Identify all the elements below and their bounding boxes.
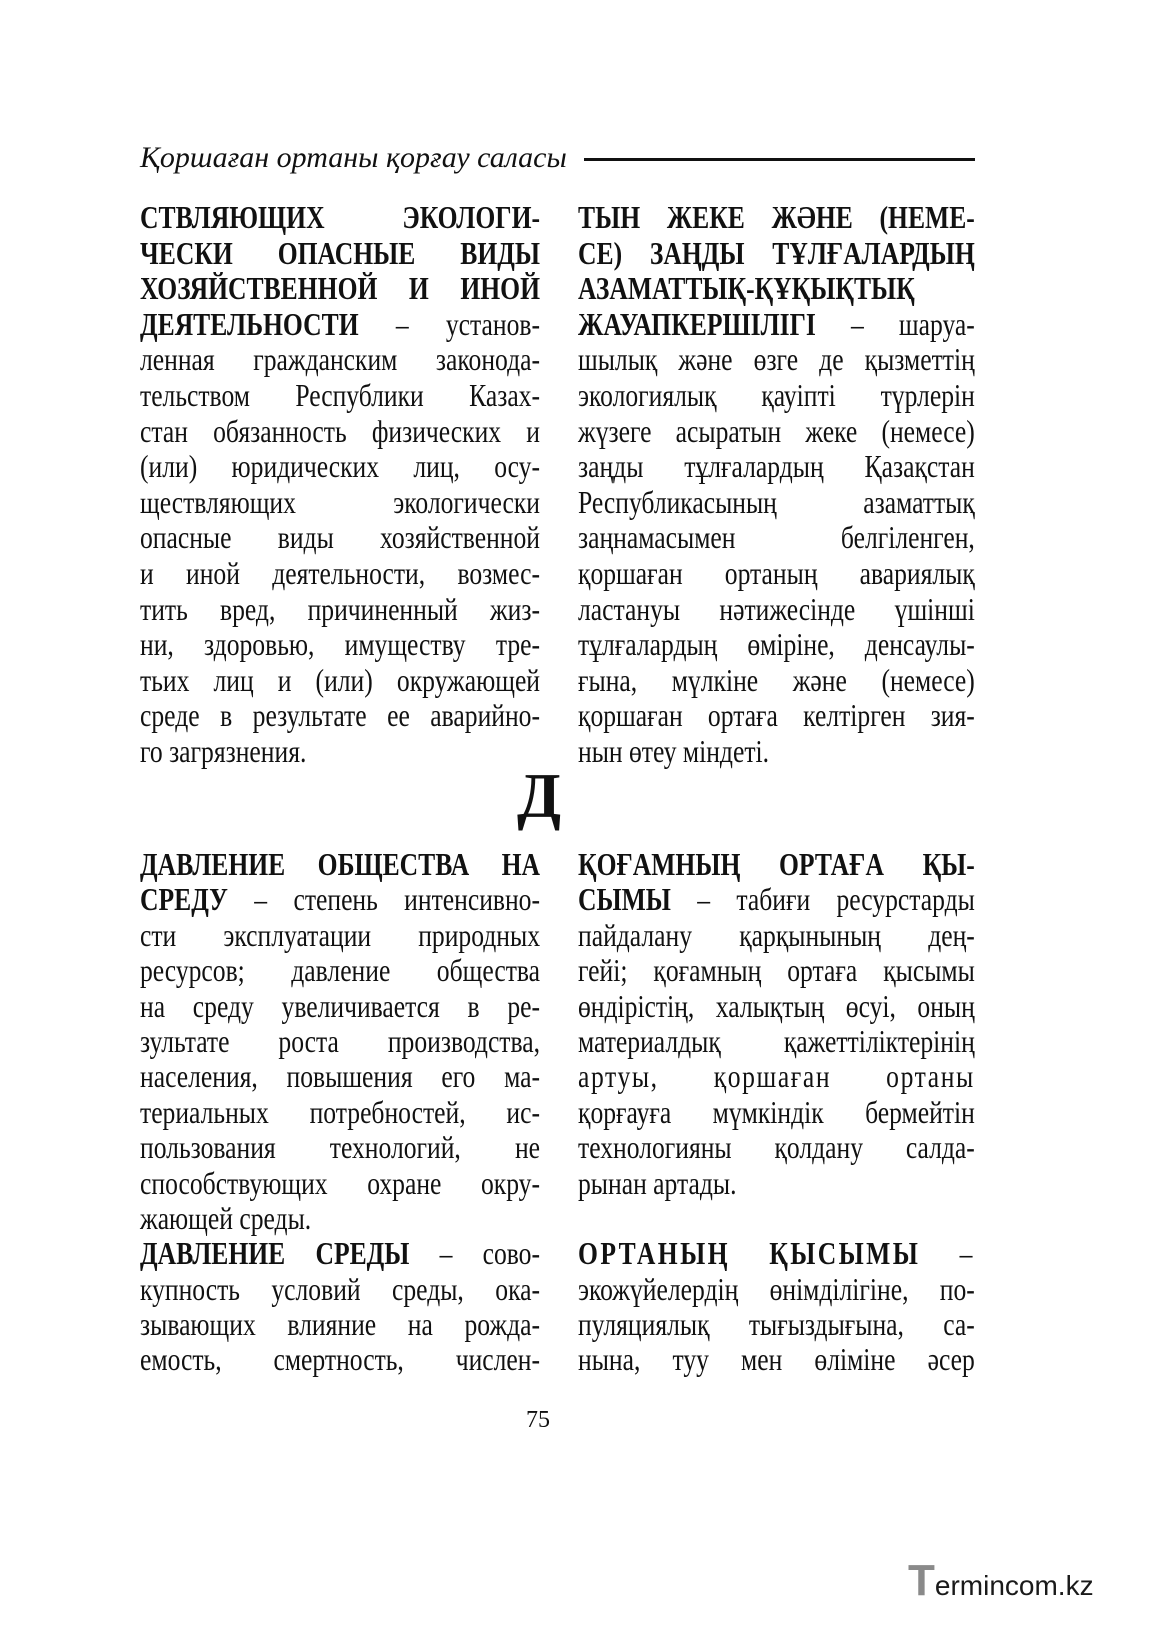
term-definition-line [578, 307, 975, 343]
definition-line: ленная гражданским законода- [140, 341, 540, 378]
definition-line: заңнамасымен белгіленген, [578, 519, 975, 556]
definition-line: жүзеге асыратын жеке (немесе) [578, 412, 975, 449]
definition-line: стан обязанность физических и [140, 412, 540, 449]
term-text: ДАВЛЕНИЕ СРЕДЫ [140, 1235, 410, 1272]
dictionary-column-bottom-right [578, 847, 1074, 1378]
term-text: ЖАУАПКЕРШІЛІГІ [578, 305, 816, 342]
definition-line: купность условий среды, ока- [140, 1270, 540, 1307]
dictionary-entry-top-left [140, 200, 640, 770]
definition-text: – установ- [395, 305, 541, 342]
definition-line: нына, туу мен өліміне әсер [578, 1341, 975, 1378]
definition-line: тұлғалардың өміріне, денсаулы- [578, 626, 975, 663]
term-line: ЧЕСКИ ОПАСНЫЕ ВИДЫ [140, 234, 540, 271]
definition-line: гейі; қоғамның ортаға қысымы [578, 952, 975, 989]
term-text: ДЕЯТЕЛЬНОСТИ [140, 305, 359, 342]
definition-line: пуляциялық тығыздығына, са- [578, 1306, 975, 1343]
term-line: ҚОҒАМНЫҢ ОРТАҒА ҚЫ- [578, 846, 975, 882]
definition-text: – степень интенсивно- [254, 881, 541, 918]
term-definition-line [140, 1236, 540, 1271]
definition-line: пайдалану қарқынының дең- [578, 916, 975, 953]
definition-line: тить вред, причиненный жиз- [140, 590, 540, 627]
definition-line: қоршаған ортаның авариялық [578, 554, 975, 591]
definition-line: среде в результате ее аварийно- [140, 697, 540, 734]
definition-line: (или) юридических лиц, осу- [140, 448, 540, 485]
definition-line: териальных потребностей, ис- [140, 1093, 540, 1130]
watermark-logo: Termincom.kz [908, 1556, 1094, 1605]
term-line: ТЫН ЖЕКЕ ЖӘНЕ (НЕМЕ- [578, 199, 975, 235]
definition-line: артуы, қоршаған ортаны [578, 1058, 975, 1095]
definition-line: қоршаған ортаға келтірген зия- [578, 697, 975, 734]
definition-line: зультате роста производства, [140, 1022, 540, 1059]
dictionary-entry [140, 847, 640, 1236]
term-line: СЕ) ЗАҢДЫ ТҰЛҒАЛАРДЫҢ [578, 234, 975, 271]
dictionary-entry [578, 847, 1074, 1201]
page-number: 75 [526, 1407, 550, 1433]
definition-line: пользования технологий, не [140, 1129, 540, 1166]
term-definition-line [140, 882, 540, 917]
dictionary-entry [140, 1236, 640, 1378]
definition-line: ғына, мүлкіне және (немесе) [578, 661, 975, 698]
term-text: СРЕДУ [140, 881, 228, 918]
term-definition-line [140, 307, 540, 343]
term-text: ОРТАНЫҢ ҚЫСЫМЫ [578, 1235, 921, 1272]
definition-line: рынан артады. [578, 1164, 737, 1201]
definition-line: тьих лиц и (или) окружающей [140, 661, 540, 698]
term-line: ДАВЛЕНИЕ ОБЩЕСТВА НА [140, 846, 540, 882]
term-line: АЗАМАТТЫҚ-ҚҰҚЫҚТЫҚ [578, 270, 915, 307]
term-line: ХОЗЯЙСТВЕННОЙ И ИНОЙ [140, 270, 540, 307]
definition-line: қорғауға мүмкіндік бермейтін [578, 1093, 975, 1130]
definition-line: нын өтеу міндеті. [578, 732, 770, 769]
definition-line: населения, повышения его ма- [140, 1058, 540, 1095]
definition-line: заңды тұлғалардың Қазақстан [578, 448, 975, 485]
definition-text: – сово- [439, 1235, 540, 1272]
definition-line: ществляющих экологически [140, 483, 540, 520]
definition-line: ни, здоровью, имуществу тре- [140, 626, 540, 663]
definition-text: – табиғи ресурстарды [697, 881, 975, 918]
definition-line: шылық және өзге де қызметтің [578, 341, 975, 378]
definition-text: – шаруа- [850, 305, 975, 342]
definition-line: го загрязнения. [140, 732, 307, 769]
definition-line: экожүйелердің өнімділігіне, по- [578, 1270, 975, 1307]
definition-line: зывающих влияние на рожда- [140, 1306, 540, 1343]
term-line: СТВЛЯЮЩИХ ЭКОЛОГИ- [140, 199, 540, 235]
definition-line: на среду увеличивается в ре- [140, 987, 540, 1024]
definition-line: и иной деятельности, возмес- [140, 554, 540, 591]
running-title: Қоршаған ортаны қорғау саласы [140, 141, 567, 174]
definition-line: өндірістің, халықтың өсуі, оның [578, 987, 975, 1024]
definition-line: экологиялық қауіпті түрлерін [578, 376, 975, 413]
definition-line: материалдық қажеттіліктерінің [578, 1022, 975, 1059]
definition-line: тельством Республики Казах- [140, 376, 540, 413]
entry-gap [578, 1201, 1074, 1236]
dictionary-entry-top-right [578, 200, 1074, 770]
dictionary-column-bottom-left [140, 847, 640, 1378]
dictionary-entry [578, 1236, 1074, 1378]
definition-line: емость, смертность, числен- [140, 1341, 540, 1378]
section-letter: Д [516, 760, 562, 831]
definition-line: технологияны қолдану салда- [578, 1129, 975, 1166]
definition-line: ресурсов; давление общества [140, 952, 540, 989]
definition-line: способствующих охране окру- [140, 1164, 540, 1201]
definition-line: жающей среды. [140, 1199, 312, 1236]
header-rule [584, 158, 975, 161]
term-text: СЫМЫ [578, 881, 671, 918]
definition-line: опасные виды хозяйственной [140, 519, 540, 556]
term-definition-line [578, 882, 975, 917]
definition-line: Республикасының азаматтық [578, 483, 975, 520]
definition-text: – [959, 1235, 975, 1272]
definition-line: ластануы нәтижесінде үшінші [578, 590, 975, 627]
term-definition-line [578, 1236, 975, 1271]
definition-line: сти эксплуатации природных [140, 916, 540, 953]
